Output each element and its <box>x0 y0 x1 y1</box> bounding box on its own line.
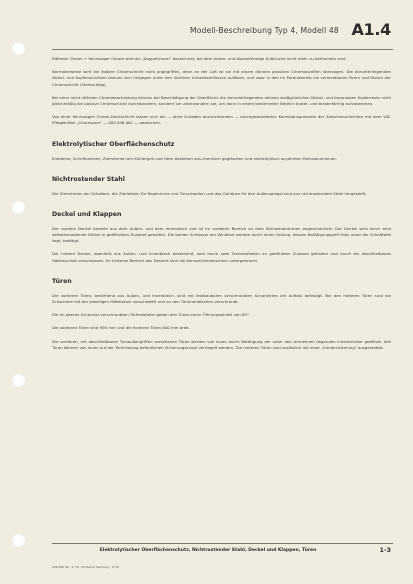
section-paragraph: Der hintere Deckel, ebenfalls aus Außen- und Innenblech bestehend, wird durch zwei Torsionsfedern im geöffneten Zustand gehalten und durch ein abschließbares Hakenschloß verschlossen. Im hinteren Bereich des Deckels sind die Kennzeichenleuchten untergebracht. <box>52 251 391 263</box>
intro-paragraph: Von einer feinrissigen Chrom-Deckschicht lassen sich die — ohne Schaden anzurichtenden — durchgewanderten Korrosionsprodukte der Zwischenschichten mit dem VW-Pflegemittel „Chromputz“ — 000 096 061 — abwischen. <box>52 114 391 126</box>
section-paragraph: Die vorderen Türen sind 995 mm und die hinteren Türen 840 mm breit. <box>52 325 191 331</box>
page-number: 1-3 <box>379 546 391 554</box>
punch-hole <box>12 534 25 547</box>
document-body <box>52 56 391 358</box>
print-imprint: 229 090 06 · 4. 70 · Printed in Germany · 8.70 <box>52 565 119 569</box>
section-heading: Nichtrostender Stahl <box>52 175 125 183</box>
header-divider <box>52 49 393 50</box>
footer-divider <box>52 543 393 544</box>
intro-paragraph: Rißfreier Chrom + feinrissiger Chrom wird als „Doppelchrom“ bezeichnet, bei dem krater- und blasenförmige Aufbrüche nicht mehr zu befürchten sind. <box>52 56 347 61</box>
section-heading: Deckel und Klappen <box>52 210 122 218</box>
section-heading: Türen <box>52 277 72 285</box>
punch-hole <box>12 42 25 55</box>
footer-title: Elektrolytischer Oberflächenschutz, Nichtrostender Stahl, Deckel und Klappen, Türen <box>99 548 317 553</box>
section-paragraph: Der vordere Deckel besteht aus dem Außen- und dem Innenblech und ist im vorderen Bereich an dem Stirnwandrahmen angescharniert. Der Deckel wird durch eine selbsteinrastende Stütze in geöffnetem Zustand gehalten. Die beiden Schlösser am Windlauf werden durch einen Seilzug, dessen Betätigungsgriff links unter der Schalttafel liegt, betätigt. <box>52 225 391 244</box>
section-paragraph: Embleme, Schriftzeichen, Zierrahmen am Kühlergrill und Heck bestehen aus chemisch geglänzten und elektrolytisch oxydierten Reinstaluminium. <box>52 155 337 161</box>
section-paragraph: Die Zierrahmen der Scheiben, die Zierleisten für Regenrinne und Türschwellen und das Gehäuse für den Außenspiegel sind aus nichtrostendem Stahl hergestellt. <box>52 190 367 196</box>
page-header <box>190 20 391 46</box>
punch-hole <box>12 374 25 387</box>
page-code: A1.4 <box>351 20 391 39</box>
header-title: Modell-Beschreibung Typ 4, Modell 48 <box>190 26 339 35</box>
punch-hole <box>12 201 25 214</box>
intro-paragraph: Bei einer nicht rißfreien Chromabscheidung können bei Beschädigung der Oberfläche die darunterliegenden aktiven weißgrünlichen Nickel- und braunrosen Kupferreste nicht gleichmäßig die passive Chromschicht durchwandern, sondern sie unterwandern sie, um dann in einem bestimmten Bereich krater- und blasenförmig aufzubrechen. <box>52 94 391 106</box>
section-heading: Elektrolytischer Oberflächenschutz <box>52 140 175 148</box>
section-paragraph: Die vorderen Türen, bestehend aus Außen- und Innenblech, sind mit festbaubaren verschraubten Scharnieren am Aufbau befestigt. Bei den hinteren Türen sind die Scharniere mit der jeweiligen Mittelsäule verschweißt und an den Türinnenblechen verschraubt. <box>52 292 391 304</box>
section-paragraph: Die vorderen, mit abschließbaren Tursaußengriffen versehenen Türen werden von innen durch Betätigung der unter den Armlehnen liegenden Innendrücker geöffnet. Alle Türen können von innen auf der Türbrüstung befindlichen Sicherungsknopf verriegelt werden. Die hinteren Türen sind zusätzlich mit einer „Kindersicherung“ ausgestattet. <box>52 338 391 350</box>
intro-paragraph: Normalerweise wird die äußere Chromschicht nicht angegriffen, denn an der Luft ist sie mit einem dünnen passiven Chromoxydfilm überzogen. Die darunterliegenden Nickel- und Kupferschichten können sich hingegen unter den üblichen Umwelteinflüssen auflösen, und zwar in den im Porenbetrieb nie vermeidbaren Poren und Rissen der Chromschicht (Steinschlag). <box>52 69 391 87</box>
section-paragraph: Die im oberen Scharnier verschraubten Türfeststeller geben den Türen einen Öffnungswinkel von 65°. <box>52 312 251 318</box>
